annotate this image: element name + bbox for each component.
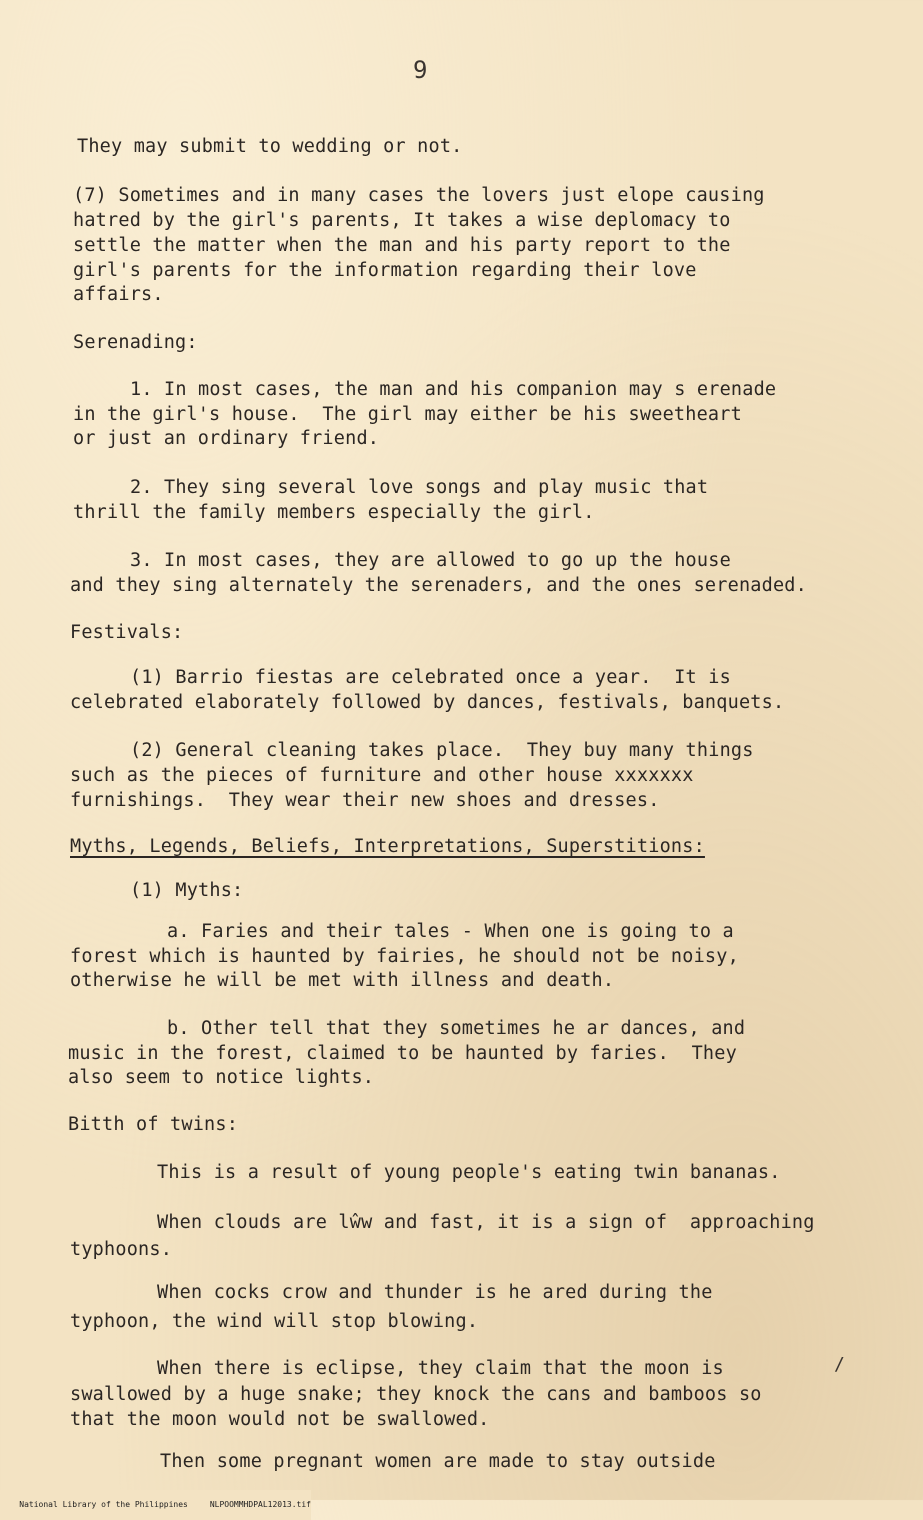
- text-line: a. Faries and their tales - When one is going to a: [167, 921, 734, 942]
- text-line: When clouds are lŵw and fast, it is a sign of approaching: [157, 1212, 815, 1233]
- text-line: (1) Myths:: [130, 880, 244, 901]
- text-line: When there is eclipse, they claim that the moon is: [157, 1358, 724, 1379]
- text-line: swallowed by a huge snake; they knock the cans and bamboos so: [70, 1384, 762, 1405]
- text-line: that the moon would not be swallowed.: [70, 1409, 490, 1430]
- text-line: typhoons.: [70, 1239, 173, 1260]
- text-line: They may submit to wedding or not.: [77, 136, 463, 157]
- text-line: also seem to notice lights.: [68, 1067, 375, 1088]
- text-line: settle the matter when the man and his party report to the: [73, 235, 731, 256]
- stray-pencil-mark: /: [834, 1354, 845, 1375]
- text-line: (1) Barrio fiestas are celebrated once a year. It is: [130, 667, 731, 688]
- text-line: and they sing alternately the serenaders, and the ones serenaded.: [70, 575, 807, 596]
- text-line: music in the forest, claimed to be haunted by faries. They: [68, 1043, 737, 1064]
- text-line: Then some pregnant women are made to stay outside: [160, 1451, 716, 1472]
- page-number: 9: [413, 56, 428, 84]
- text-line: 1. In most cases, the man and his companion may s erenade: [130, 379, 777, 400]
- text-line: thrill the family members especially the girl.: [73, 502, 595, 523]
- text-line: otherwise he will be met with illness and death.: [70, 970, 615, 991]
- text-line: or just an ordinary friend.: [73, 428, 380, 449]
- text-line: When cocks crow and thunder is he ared during the: [157, 1282, 713, 1303]
- text-line: 3. In most cases, they are allowed to go up the house: [130, 550, 731, 571]
- text-line: such as the pieces of furniture and other house xxxxxxx: [70, 765, 694, 786]
- text-line: (7) Sometimes and in many cases the lovers just elope causing: [73, 185, 765, 206]
- text-line: hatred by the girl's parents, It takes a wise deplomacy to: [73, 210, 731, 231]
- footer-file-id: NLPOOMMHDPAL12013.tif: [209, 1500, 311, 1509]
- text-line: typhoon, the wind will stop blowing.: [70, 1311, 479, 1332]
- text-line: forest which is haunted by fairies, he should not be noisy,: [70, 946, 739, 967]
- text-line: furnishings. They wear their new shoes and dresses.: [70, 790, 660, 811]
- text-line: in the girl's house. The girl may either be his sweetheart: [73, 404, 742, 425]
- text-line: (2) General cleaning takes place. They buy many things: [130, 740, 754, 761]
- text-line: This is a result of young people's eating twin bananas.: [157, 1162, 781, 1183]
- text-line: b. Other tell that they sometimes he ar dances, and: [167, 1018, 746, 1039]
- text-line: affairs.: [73, 284, 164, 305]
- footer-library-name: National Library of the Philippines: [19, 1500, 188, 1509]
- text-line: 2. They sing several love songs and play music that: [130, 477, 709, 498]
- section-heading-serenading: Serenading:: [73, 332, 198, 353]
- section-heading-festivals: Festivals:: [70, 622, 184, 643]
- section-heading-myths-legends: Myths, Legends, Beliefs, Interpretations, Superstitions:: [70, 836, 705, 857]
- section-heading-birth-of-twins: Bitth of twins:: [68, 1114, 239, 1135]
- text-line: girl's parents for the information regarding their love: [73, 260, 697, 281]
- scan-footer: [0, 1490, 311, 1520]
- text-line: celebrated elaborately followed by dances, festivals, banquets.: [70, 692, 785, 713]
